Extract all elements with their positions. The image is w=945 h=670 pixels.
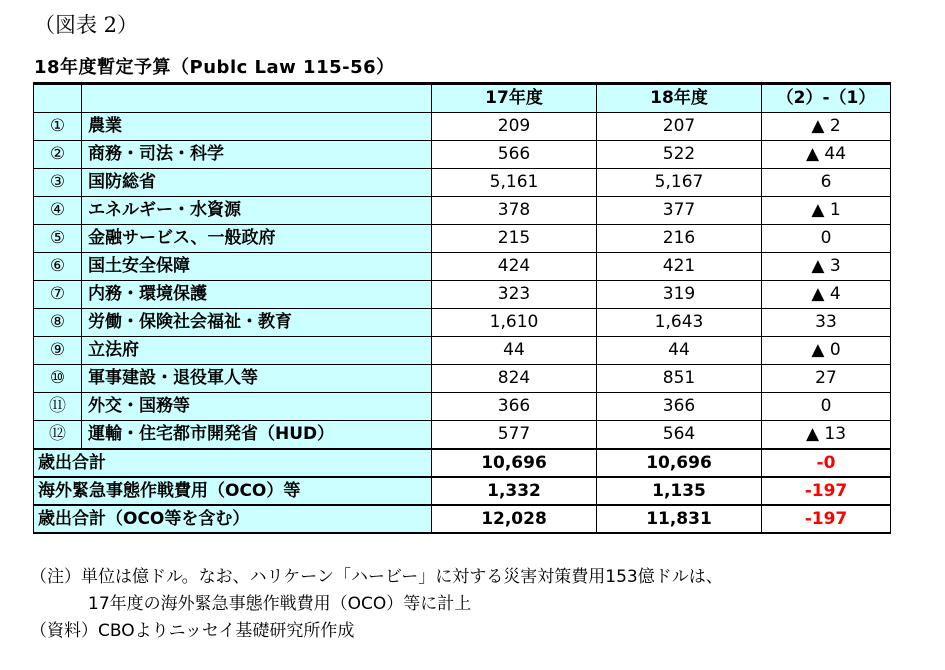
row-diff: ▲ 1 [762,197,891,225]
row-fy18: 5,167 [597,169,762,197]
table-row [34,197,891,225]
total-fy17: 10,696 [432,449,597,477]
row-marker: ⑨ [34,337,82,365]
row-fy18: 421 [597,253,762,281]
row-diff: ▲ 0 [762,337,891,365]
note-line-2: 17年度の海外緊急事態作戦費用（OCO）等に計上 [88,594,472,614]
row-fy18: 216 [597,225,762,253]
header-fy17: 17年度 [432,84,597,113]
table-row [34,141,891,169]
total-fy17: 1,332 [432,477,597,505]
total-row-grand [34,505,891,533]
row-name: 軍事建設・退役軍人等 [82,365,432,393]
total-diff: -0 [762,449,891,477]
row-marker: ⑤ [34,225,82,253]
row-name: 労働・保険社会福祉・教育 [82,309,432,337]
row-diff: ▲ 4 [762,281,891,309]
table-title: 18年度暫定予算（Publc Law 115-56） [34,57,395,78]
row-marker: ⑥ [34,253,82,281]
row-fy17: 209 [432,113,597,141]
row-fy18: 366 [597,393,762,421]
total-diff: -197 [762,505,891,533]
row-marker: ① [34,113,82,141]
table-row [34,365,891,393]
header-diff: （2）-（1） [762,84,891,113]
total-diff: -197 [762,477,891,505]
row-diff: ▲ 44 [762,141,891,169]
row-name: 農業 [82,113,432,141]
row-marker: ② [34,141,82,169]
table-row [34,309,891,337]
total-name: 海外緊急事態作戦費用（OCO）等 [34,477,432,505]
row-marker: ⑧ [34,309,82,337]
row-fy18: 319 [597,281,762,309]
row-name: 国土安全保障 [82,253,432,281]
total-fy18: 11,831 [597,505,762,533]
row-name: 商務・司法・科学 [82,141,432,169]
row-marker: ④ [34,197,82,225]
row-fy18: 44 [597,337,762,365]
table-row [34,337,891,365]
row-diff: ▲ 3 [762,253,891,281]
row-fy17: 577 [432,421,597,450]
row-name: 立法府 [82,337,432,365]
table-row [34,281,891,309]
total-fy17: 12,028 [432,505,597,533]
row-diff: 6 [762,169,891,197]
row-fy17: 5,161 [432,169,597,197]
table-row [34,393,891,421]
row-diff: ▲ 2 [762,113,891,141]
row-fy18: 1,643 [597,309,762,337]
row-name: エネルギー・水資源 [82,197,432,225]
total-fy18: 1,135 [597,477,762,505]
row-marker: ⑦ [34,281,82,309]
row-fy17: 323 [432,281,597,309]
table-row [34,253,891,281]
figure-label: （図表 2） [34,13,139,37]
table-row [34,113,891,141]
row-name: 外交・国務等 [82,393,432,421]
row-diff: 0 [762,393,891,421]
row-fy17: 366 [432,393,597,421]
total-row-oco [34,477,891,505]
notes [30,564,723,645]
table-row [34,421,891,450]
row-diff: 27 [762,365,891,393]
row-diff: 33 [762,309,891,337]
table-row [34,225,891,253]
row-name: 内務・環境保護 [82,281,432,309]
table-row [34,169,891,197]
row-fy17: 424 [432,253,597,281]
total-name: 歳出合計 [34,449,432,477]
total-name: 歳出合計（OCO等を含む） [34,505,432,533]
header-blank-name [82,84,432,113]
row-fy18: 207 [597,113,762,141]
row-fy18: 564 [597,421,762,450]
total-row-expenditure [34,449,891,477]
header-blank-marker [34,84,82,113]
row-marker: ⑫ [34,421,82,450]
row-marker: ③ [34,169,82,197]
row-name: 国防総省 [82,169,432,197]
table-header-row [34,84,891,113]
row-fy18: 851 [597,365,762,393]
row-fy17: 378 [432,197,597,225]
row-diff: 0 [762,225,891,253]
row-fy18: 377 [597,197,762,225]
budget-table [33,82,891,534]
row-name: 金融サービス、一般政府 [82,225,432,253]
row-fy17: 566 [432,141,597,169]
header-fy18: 18年度 [597,84,762,113]
row-name: 運輸・住宅都市開発省（HUD） [82,421,432,450]
row-marker: ⑩ [34,365,82,393]
total-fy18: 10,696 [597,449,762,477]
row-fy18: 522 [597,141,762,169]
source-line: （資料）CBOよりニッセイ基礎研究所作成 [30,621,355,641]
row-fy17: 1,610 [432,309,597,337]
row-fy17: 824 [432,365,597,393]
note-line-1: （注）単位は億ドル。なお、ハリケーン「ハービー」に対する災害対策費用153億ドルは、 [30,567,723,587]
row-marker: ⑪ [34,393,82,421]
row-fy17: 215 [432,225,597,253]
row-diff: ▲ 13 [762,421,891,450]
row-fy17: 44 [432,337,597,365]
